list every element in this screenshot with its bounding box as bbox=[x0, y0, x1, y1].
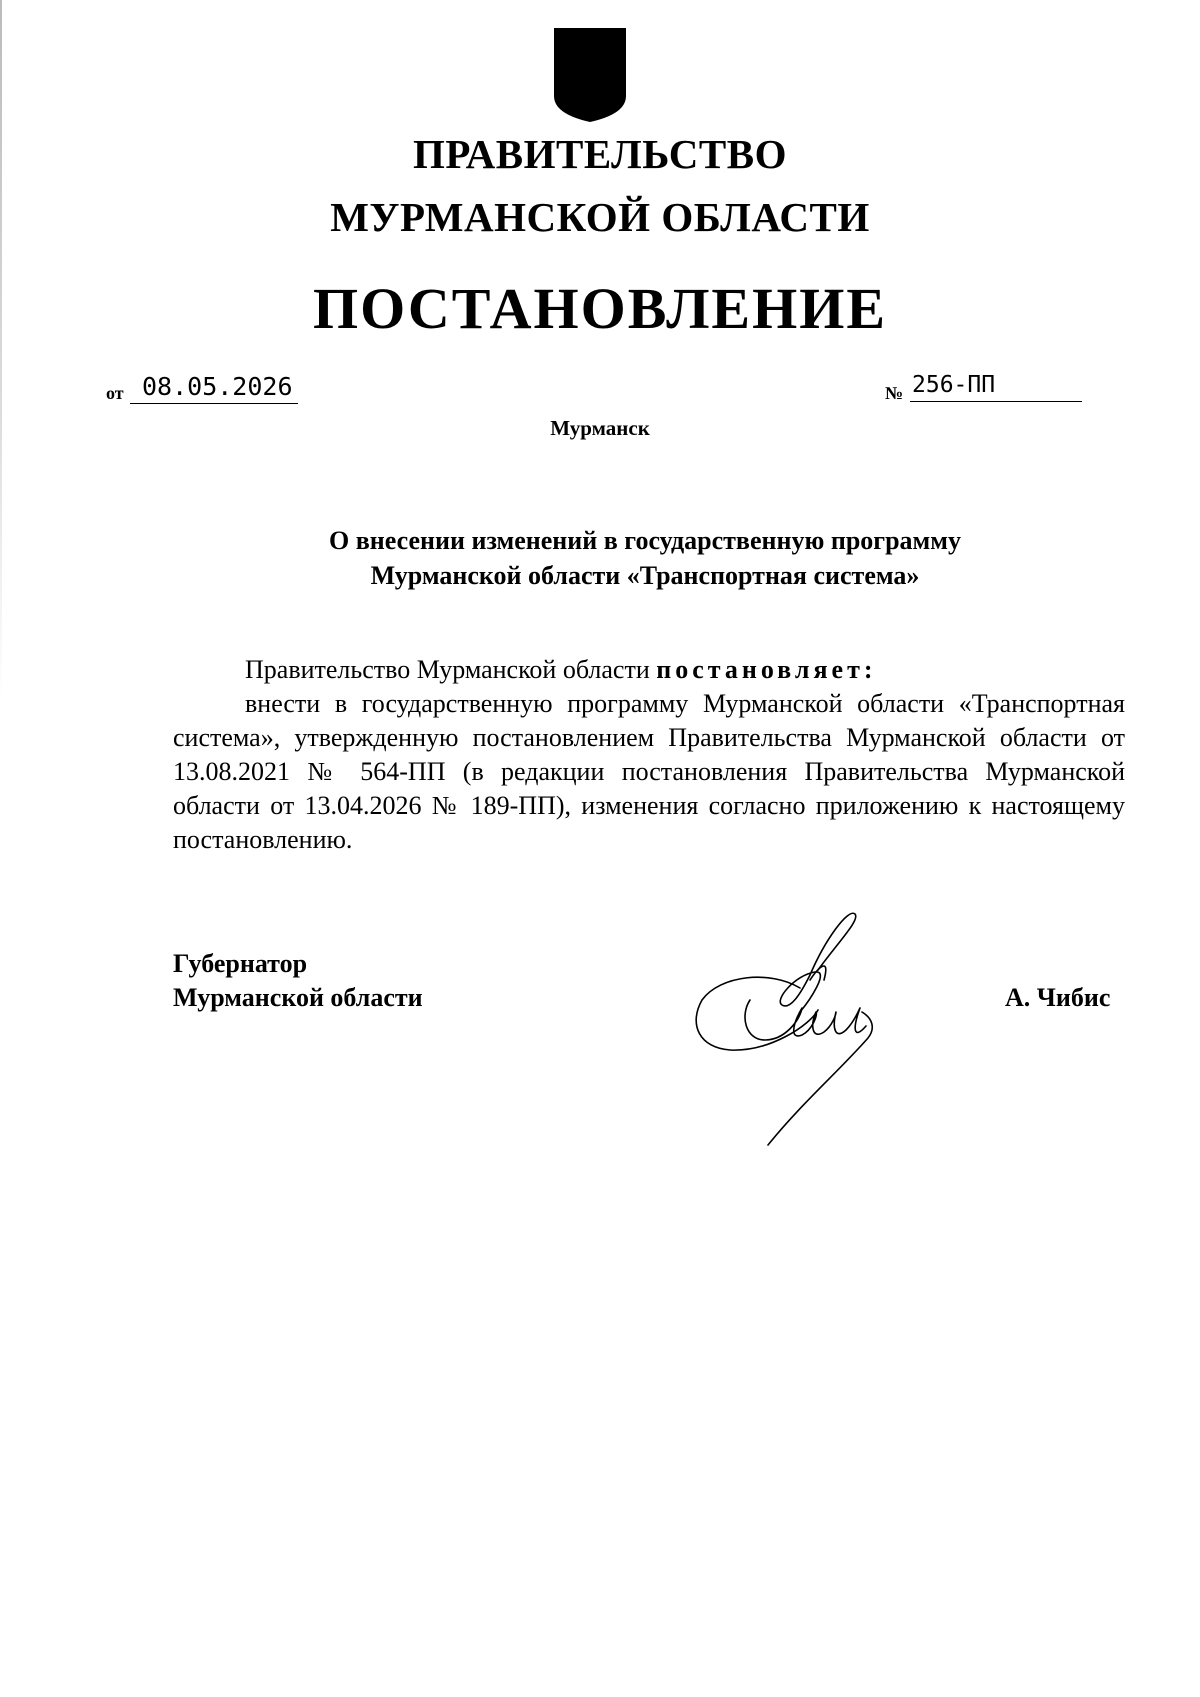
body-intro-paragraph bbox=[173, 653, 1125, 687]
subject-line2: Мурманской области «Транспортная система» bbox=[370, 561, 920, 590]
document-body bbox=[173, 653, 1125, 857]
coat-of-arms-icon bbox=[552, 26, 628, 124]
subject-line1: О внесении изменений в государственную программу bbox=[329, 526, 961, 555]
document-date: 08.05.2026 bbox=[130, 371, 298, 404]
document-subject bbox=[160, 523, 1130, 593]
body-main-paragraph: внести в государственную программу Мурманской области «Транспортная система», утвержденную постановлением Правительства Мурманской области от 13.08.2021 № 564-ПП (в редакции постановления Правительства Мурманской области от 13.04.2026 № 189-ПП), изменения согласно приложению к настоящему постановлению. bbox=[173, 689, 1125, 854]
number-prefix: № bbox=[885, 383, 904, 403]
signatory-title bbox=[173, 947, 423, 1015]
date-prefix: от bbox=[106, 383, 124, 403]
signatory-title-line2: Мурманской области bbox=[173, 983, 423, 1012]
body-intro: Правительство Мурманской области bbox=[245, 655, 650, 684]
org-name-line2: МУРМАНСКОЙ ОБЛАСТИ bbox=[330, 194, 870, 240]
handwritten-signature bbox=[690, 900, 920, 1155]
document-number: 256-ПП bbox=[910, 369, 1082, 402]
signatory-name: А. Чибис bbox=[1005, 983, 1111, 1012]
decree-word: постановляет: bbox=[656, 655, 877, 684]
document-type: ПОСТАНОВЛЕНИЕ bbox=[312, 276, 888, 341]
signatory-title-line1: Губернатор bbox=[173, 949, 308, 978]
org-name-line1: ПРАВИТЕЛЬСТВО bbox=[412, 131, 788, 177]
city: Мурманск bbox=[550, 416, 650, 440]
scan-edge bbox=[0, 0, 2, 700]
